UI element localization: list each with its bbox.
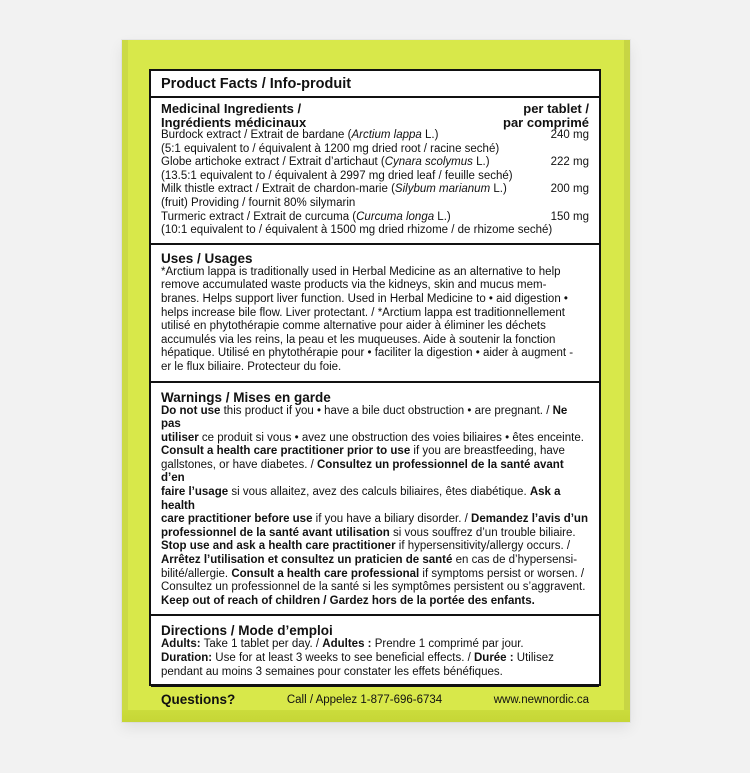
ingredient-item: Burdock extract / Extrait de bardane (Arctium lappa L.) 240 mg (5:1 equivalent to / équivalent à 1200 mg dried root / racine seché): [161, 129, 589, 155]
product-facts-panel: [149, 69, 601, 708]
ingredients-heading-en: Medicinal Ingredients /: [161, 101, 302, 116]
uses-section: [151, 245, 599, 383]
ingredient-amount: 240 mg: [550, 129, 589, 141]
ingredients-heading-fr: Ingrédients médicinaux: [161, 114, 307, 130]
questions-row: [151, 687, 599, 712]
per-tablet-heading: per tablet /: [523, 101, 589, 116]
ingredients-header: [161, 102, 589, 129]
ingredient-item: Milk thistle extract / Extrait de chardon-marie (Silybum marianum L.) 200 mg (fruit) Providing / fournit 80% silymarin: [161, 183, 589, 209]
warnings-section: [151, 383, 599, 617]
uses-heading: Uses / Usages: [161, 250, 253, 266]
website-link: www.newnordic.ca: [493, 693, 589, 706]
ingredient-amount: 222 mg: [550, 156, 589, 169]
ingredients-section: [151, 98, 599, 245]
directions-heading: Directions / Mode d’emploi: [161, 623, 333, 639]
uses-text: *Arctium lappa is traditionally used in Herbal Medicine as an alternative to help remove accumulated waste products via the kidneys, skin and mucus mem- branes. Helps support liver function. Used in Herbal Medicine to • aid digestion • helps increase bile flow. Liver protectant. / *Arctium lappa est traditionnellement utilisé en phytothérapie comme alternative pour aider à éliminer les déchets accumulés via les reins, la peau et les muqueuses. Aide à soutenir la fonction hépatique. Utilisé en phytothérapie pour • faciliter la digestion • aider à augment - er le flux biliaire. Protecteur du foie.: [161, 265, 574, 373]
directions-text: Adults: Take 1 tablet per day. / Adultes : Prendre 1 comprimé par jour. Duration: Use for at least 3 weeks to see beneficial effects. / Durée : Utilisez pendant au moins 3 semaines pour constater les effets bénéfiques.: [161, 638, 554, 678]
questions-label: Questions?: [161, 692, 236, 708]
facts-title: Product Facts / Info-produit: [151, 71, 599, 98]
phone-number: Call / Appelez 1-877-696-6734: [286, 693, 443, 706]
ingredient-amount: 200 mg: [550, 183, 589, 196]
ingredient-item: Turmeric extract / Extrait de curcuma (Curcuma longa L.) 150 mg (10:1 equivalent to / équivalent à 1500 mg dried rhizome / de rhizome seché): [161, 210, 589, 237]
ingredient-list: [161, 129, 589, 238]
box-right-edge: [624, 40, 630, 722]
directions-section: [151, 616, 599, 687]
par-comprime-heading: par comprimé: [503, 114, 589, 130]
warnings-heading: Warnings / Mises en garde: [161, 389, 331, 405]
box-left-edge: [122, 40, 128, 722]
warnings-text: Do not use this product if you • have a bile duct obstruction • are pregnant. / Ne pas utiliser ce produit si vous • avez une obstruction des voies biliaires • êtes enceinte. Consult a health care practitioner prior to use if you are breastfeeding, have gallstones, or have diabetes. / Consultez un professionnel de la santé avant d’en faire l’usage si vous allaitez, avez des calculs biliaires, êtes diabétique. Ask a health care practitioner before use if you have a biliary disorder. / Demandez l’avis d’un professionnel de la santé avant utilisation si vous souffrez d’un trouble biliaire. Stop use and ask a health care practitioner if hypersensitivity/allergy occurs. / Arrêtez l’utilisation et consultez un praticien de santé en cas de d’hypersensi- bilité/allergie. Consult a health care professional if symptoms persist or worsen. / Consultez un professionnel de la santé si les symptômes persistent ou s’aggravent. Keep out of reach of children / Gardez hors de la portée des enfants.: [161, 404, 588, 607]
ingredient-amount: 150 mg: [550, 210, 589, 223]
ingredient-item: Globe artichoke extract / Extrait d’artichaut (Cynara scolymus L.) 222 mg (13.5:1 equivalent to / équivalent à 2997 mg dried leaf / feuille seché): [161, 156, 589, 182]
